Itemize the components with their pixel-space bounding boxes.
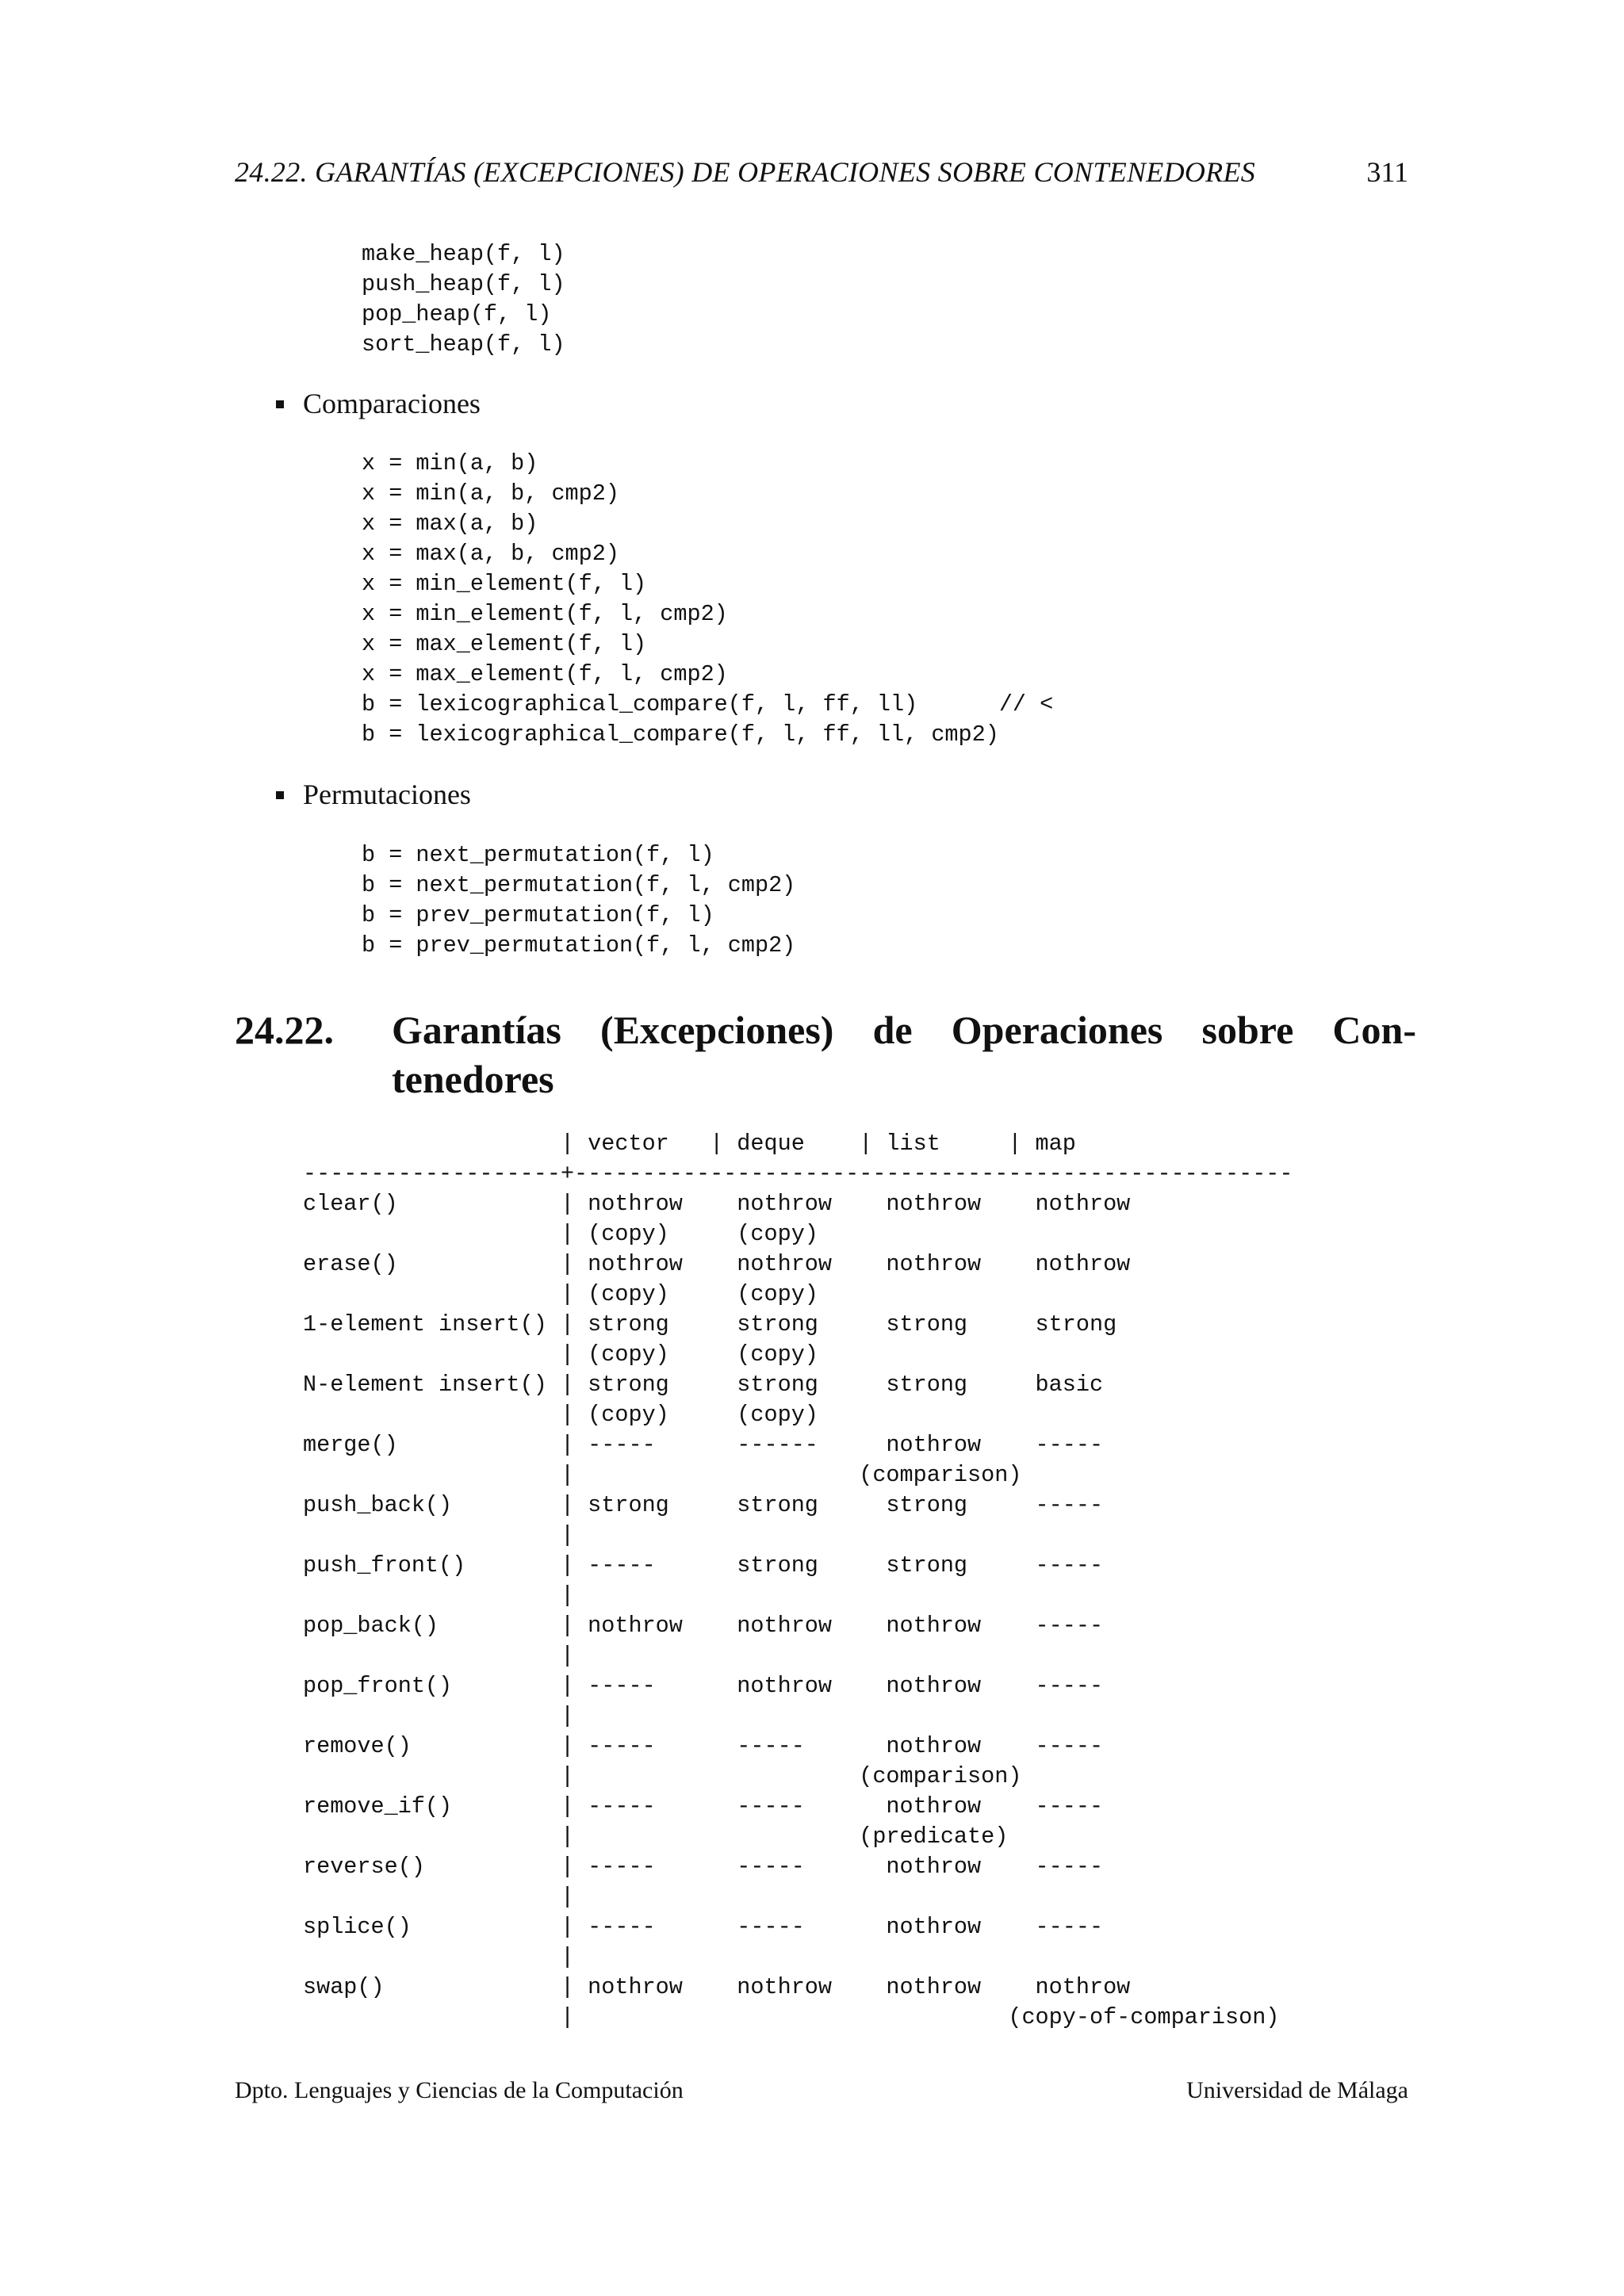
page-number: 311 [1366, 156, 1408, 188]
footer-department: Dpto. Lenguajes y Ciencias de la Computación [235, 2077, 684, 2103]
guarantees-table: | vector | deque | list | map -------------------+----------------------------------------------------- clear() | nothrow nothrow nothrow nothrow | (copy) (copy) erase() | nothrow nothrow nothrow nothrow | (copy) (copy) 1-element insert() | strong strong strong strong | (copy) (copy) N-element insert() | strong strong strong basic | (copy) (copy) merge() | ----- ------ nothrow ----- | (comparison) push_back() | strong strong strong ----- | push_front() | ----- strong strong ----- | pop_back() | nothrow nothrow nothrow ----- | pop_front() | ----- nothrow nothrow ----- | remove() | ----- ----- nothrow ----- | (comparison) remove_if() | ----- ----- nothrow ----- | (predicate) reverse() | ----- ----- nothrow ----- | splice() | ----- ----- nothrow ----- | swap() | nothrow nothrow nothrow nothrow | (copy-of-comparison) [303, 1131, 1293, 2030]
permutaciones-code-block: b = next_permutation(f, l) b = next_permutation(f, l, cmp2) b = prev_permutation(f, l) b = prev_permutation(f, l, cmp2) [362, 842, 796, 959]
heap-code-block: make_heap(f, l) push_heap(f, l) pop_heap(f, l) sort_heap(f, l) [362, 241, 565, 358]
bullet-label-comparaciones: Comparaciones [303, 388, 481, 419]
bullet-icon [276, 791, 284, 799]
running-title: 24.22. GARANTÍAS (EXCEPCIONES) DE OPERACIONES SOBRE CONTENEDORES [235, 156, 1256, 188]
bullet-icon [276, 400, 284, 408]
bullet-label-permutaciones: Permutaciones [303, 779, 471, 810]
section-title-line-1: Garantías (Excepciones) de Operaciones sobre Con- [392, 1008, 1416, 1052]
section-number: 24.22. [235, 1008, 334, 1052]
section-title [392, 1005, 1416, 1104]
running-header [235, 155, 1408, 193]
footer [235, 2077, 1408, 2109]
footer-university: Universidad de Málaga [1186, 2077, 1408, 2103]
comparaciones-code-block: x = min(a, b) x = min(a, b, cmp2) x = max(a, b) x = max(a, b, cmp2) x = min_element(f, l) x = min_element(f, l, cmp2) x = max_element(f, l) x = max_element(f, l, cmp2) b = lexicographical_compare(f, l, ff, ll) // < b = lexicographical_compare(f, l, ff, ll, cmp2) [362, 450, 1054, 748]
section-title-line-2: tenedores [392, 1057, 554, 1101]
